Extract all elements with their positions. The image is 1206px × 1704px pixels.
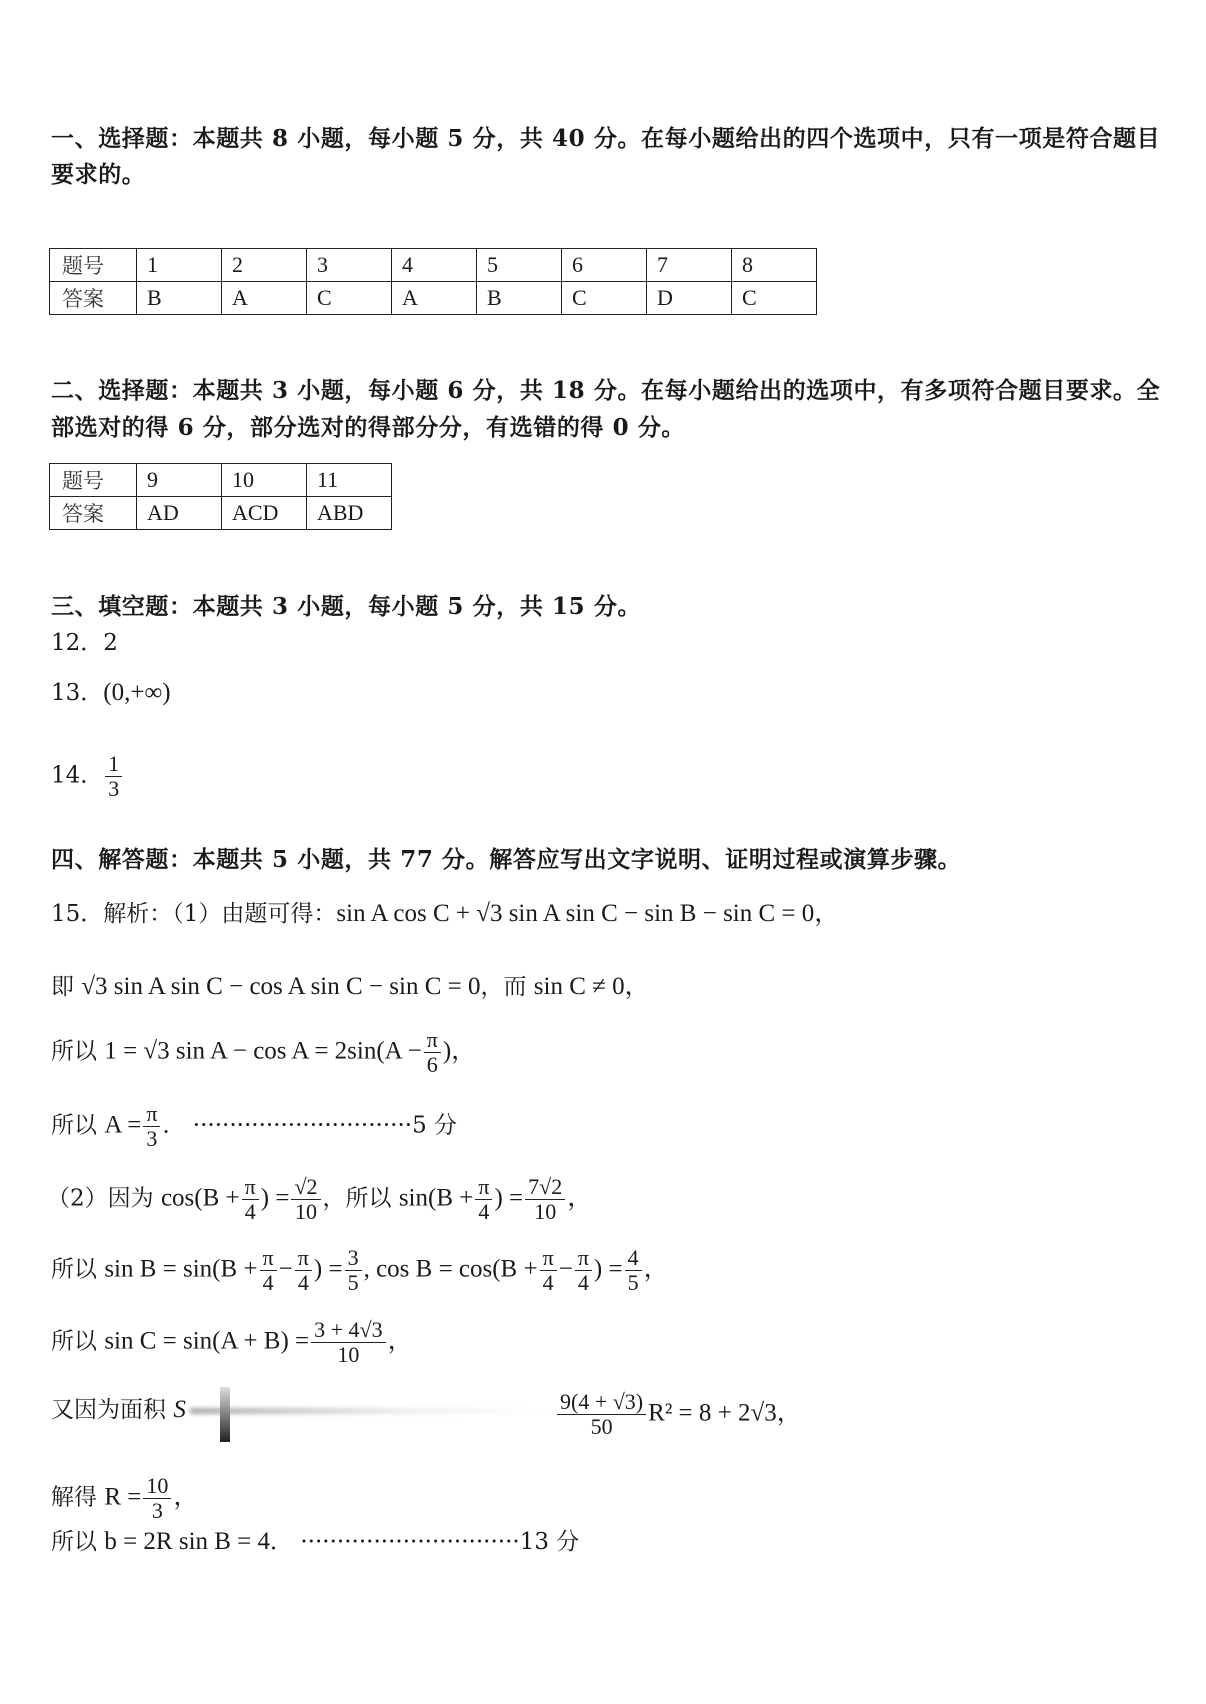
scan-artifact <box>190 1408 550 1414</box>
solution-line-8 <box>51 1395 186 1425</box>
a-label: 答案 <box>50 497 137 530</box>
fraction <box>295 1246 312 1295</box>
section1-heading-cont: 要求的。 <box>51 161 146 188</box>
text-fragment: 所以 <box>51 1256 105 1283</box>
answer-14 <box>51 752 124 801</box>
cell: 7 <box>647 249 732 282</box>
text-fragment: b = 2R sin B = 4 <box>104 1528 271 1555</box>
cell: C <box>732 282 817 315</box>
text-fragment: S <box>173 1396 186 1423</box>
text-fragment: cos(B + <box>160 1184 240 1212</box>
cell: 3 <box>307 249 392 282</box>
q-number: 13． <box>51 680 104 706</box>
fraction <box>143 1102 160 1151</box>
text-fragment: , cos B = cos(B + <box>363 1255 538 1283</box>
cell: 11 <box>307 464 392 497</box>
text-fragment: 4 <box>542 1270 554 1295</box>
cell: 2 <box>222 249 307 282</box>
text-fragment: π <box>540 1246 557 1271</box>
text-fragment: ， <box>387 1327 413 1355</box>
text-fragment: π <box>242 1175 259 1200</box>
solution-line-1 <box>51 899 839 929</box>
text-fragment: π <box>295 1246 312 1271</box>
text-fragment: sin C ≠ 0， <box>533 973 650 1000</box>
text-fragment: sin A cos C + √3 sin A sin C − sin B − sin C = 0， <box>336 900 840 927</box>
text-fragment: 10 <box>534 1199 557 1224</box>
fraction <box>475 1175 492 1224</box>
fraction <box>525 1175 565 1224</box>
text-fragment: π <box>475 1175 492 1200</box>
text-fragment: sin C = sin(A + B) = <box>104 1327 310 1355</box>
table-row-answers <box>50 282 817 315</box>
solution-line-2 <box>51 972 650 1002</box>
text-fragment: ， <box>643 1255 669 1283</box>
cell: AD <box>137 497 222 530</box>
math: (0,+∞) <box>103 679 171 706</box>
text-fragment: ) = <box>593 1255 623 1283</box>
text-fragment: 4 <box>297 1270 309 1295</box>
cell: 10 <box>222 464 307 497</box>
text-fragment: 15．解析：（1）由题可得： <box>51 901 337 927</box>
table-row-questions <box>50 464 392 497</box>
text-fragment: 3 <box>108 776 120 801</box>
text-fragment: √2 <box>291 1175 320 1200</box>
text-fragment: 1 <box>105 752 122 777</box>
text-fragment: 50 <box>590 1414 613 1439</box>
text-fragment: )， <box>442 1037 477 1065</box>
text-fragment: 10 <box>337 1342 360 1367</box>
fraction <box>345 1246 362 1295</box>
text-fragment: √3 sin A sin C − cos A sin C − sin C = 0 <box>81 973 481 1000</box>
text-fragment: 所以 <box>51 1529 105 1555</box>
text-fragment: 又因为面积 <box>51 1397 174 1423</box>
text-fragment: 10 <box>143 1474 171 1499</box>
cell: 5 <box>477 249 562 282</box>
text-fragment: ． ······························5 分 <box>162 1112 458 1139</box>
text-fragment: R² = 8 + 2√3， <box>648 1399 802 1427</box>
cell: 6 <box>562 249 647 282</box>
text-fragment: ) = <box>494 1184 524 1212</box>
cell: 9 <box>137 464 222 497</box>
text-fragment: ) = <box>260 1184 290 1212</box>
cell: C <box>562 282 647 315</box>
section3-heading: 三、填空题：本题共 3 小题，每小题 5 分，共 15 分。 <box>51 593 642 620</box>
section2-heading-cont: 部选对的得 6 分，部分选对的得部分分，有选错的得 0 分。 <box>51 414 686 441</box>
text-fragment: （2）因为 <box>47 1185 161 1212</box>
text-fragment: 解得 <box>51 1484 105 1511</box>
cell: 8 <box>732 249 817 282</box>
fraction <box>540 1246 557 1295</box>
cell: 4 <box>392 249 477 282</box>
text-fragment: 9(4 + √3) <box>557 1390 646 1415</box>
table-row-answers <box>50 497 392 530</box>
answer-13 <box>51 678 171 708</box>
text-fragment: 7√2 <box>525 1175 565 1200</box>
fraction <box>575 1246 592 1295</box>
text-fragment: 4 <box>625 1246 642 1271</box>
text-fragment: 即 <box>51 974 82 1000</box>
cell: ABD <box>307 497 392 530</box>
text-fragment: A = <box>104 1111 142 1139</box>
cell: ACD <box>222 497 307 530</box>
solution-line-7 <box>51 1318 413 1367</box>
text-fragment: ， <box>567 1184 593 1212</box>
text-fragment: 4 <box>478 1199 490 1224</box>
cell: D <box>647 282 732 315</box>
text-fragment: R = <box>104 1483 142 1511</box>
text-fragment: π <box>424 1028 441 1053</box>
text-fragment: ， <box>173 1483 199 1511</box>
text-fragment: − <box>278 1255 293 1283</box>
answer-12: 12．2 <box>51 630 118 656</box>
text-fragment: 1 = √3 sin A − cos A = 2sin(A − <box>104 1037 422 1065</box>
cell: C <box>307 282 392 315</box>
text-fragment: 3 + 4√3 <box>311 1318 385 1343</box>
fraction <box>311 1318 385 1367</box>
answer-table-1 <box>49 248 817 315</box>
text-fragment: ，所以 <box>322 1185 399 1212</box>
fraction <box>242 1175 259 1224</box>
text-fragment: 所以 <box>51 1038 105 1065</box>
solution-line-5 <box>47 1175 592 1224</box>
fraction <box>260 1246 277 1295</box>
fraction <box>143 1474 171 1523</box>
fraction <box>424 1028 441 1077</box>
section1-heading: 一、选择题：本题共 8 小题，每小题 5 分，共 40 分。在每小题给出的四个选项中，只有一项是符合题目 <box>51 125 1161 152</box>
solution-line-4 <box>51 1102 457 1151</box>
solution-line-8-formula <box>555 1390 802 1439</box>
text-fragment: π <box>260 1246 277 1271</box>
q-label: 题号 <box>50 249 137 282</box>
fraction <box>557 1390 646 1439</box>
text-fragment: sin B = sin(B + <box>104 1255 258 1283</box>
section4-heading: 四、解答题：本题共 5 小题，共 77 分。解答应写出文字说明、证明过程或演算步骤。 <box>51 846 962 873</box>
cell: A <box>392 282 477 315</box>
section2-heading: 二、选择题：本题共 3 小题，每小题 6 分，共 18 分。在每小题给出的选项中，有多项符合题目要求。全 <box>51 377 1161 404</box>
q-number: 14． <box>51 762 104 789</box>
text-fragment: ． ······························13 分 <box>270 1529 580 1555</box>
q-label: 题号 <box>50 464 137 497</box>
text-fragment: 6 <box>426 1052 438 1077</box>
scan-artifact-bar <box>220 1387 230 1442</box>
solution-line-10 <box>51 1527 579 1557</box>
table-row-questions <box>50 249 817 282</box>
fraction <box>291 1175 320 1224</box>
text-fragment: ，而 <box>480 974 534 1000</box>
text-fragment: 10 <box>294 1199 317 1224</box>
fraction <box>625 1246 642 1295</box>
text-fragment: − <box>558 1255 573 1283</box>
text-fragment: 3 <box>146 1126 158 1151</box>
cell: B <box>137 282 222 315</box>
text-fragment: 5 <box>627 1270 639 1295</box>
text-fragment: 3 <box>151 1498 163 1523</box>
text-fragment: 4 <box>577 1270 589 1295</box>
solution-line-6 <box>51 1246 669 1295</box>
text-fragment: 3 <box>345 1246 362 1271</box>
text-fragment: 5 <box>347 1270 359 1295</box>
text-fragment: ) = <box>313 1255 343 1283</box>
answer-table-2 <box>49 463 392 530</box>
text-fragment: π <box>575 1246 592 1271</box>
text-fragment: 所以 <box>51 1112 105 1139</box>
cell: 1 <box>137 249 222 282</box>
cell: A <box>222 282 307 315</box>
fraction <box>105 752 122 801</box>
text-fragment: 4 <box>262 1270 274 1295</box>
solution-line-9 <box>51 1474 198 1523</box>
text-fragment: π <box>143 1102 160 1127</box>
solution-line-3 <box>51 1028 476 1077</box>
cell: B <box>477 282 562 315</box>
text-fragment: sin(B + <box>398 1184 474 1212</box>
a-label: 答案 <box>50 282 137 315</box>
text-fragment: 所以 <box>51 1328 105 1355</box>
text-fragment: 4 <box>244 1199 256 1224</box>
